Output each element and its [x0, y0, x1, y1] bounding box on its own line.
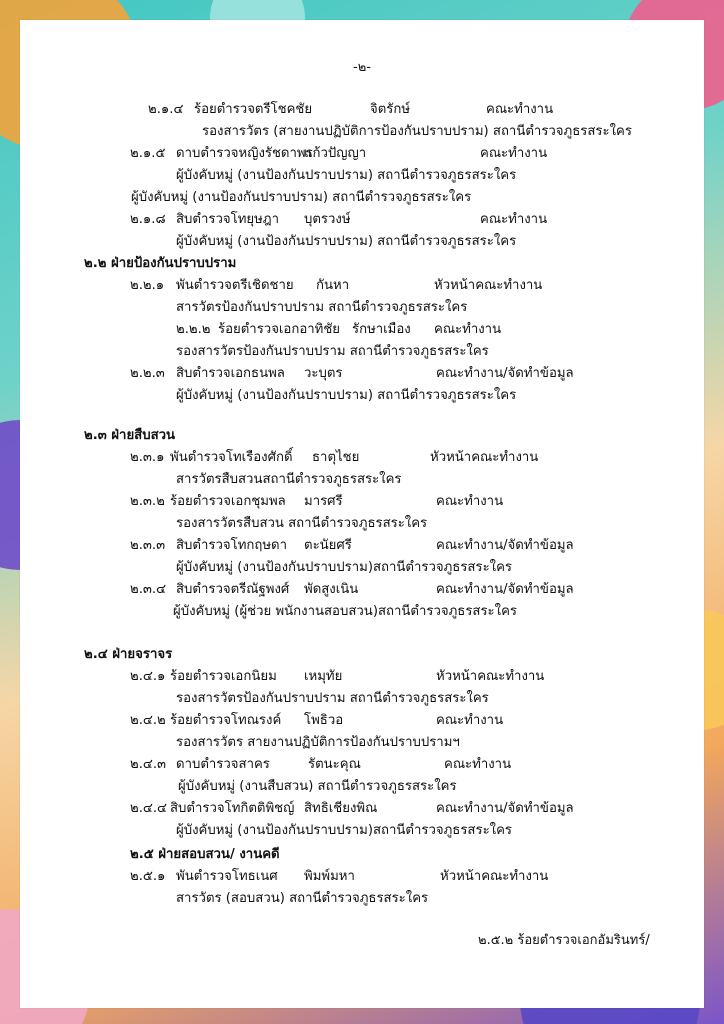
member-surname: บุตรวงษ์ — [304, 212, 351, 227]
item-number: ๒.๔.๔ — [130, 801, 168, 816]
member-row — [130, 211, 548, 229]
member-surname: รัตนะคุณ — [308, 757, 361, 772]
member-row — [130, 145, 548, 163]
item-number: ๒.๕.๑ — [130, 869, 166, 884]
member-name: ดาบตำรวจหญิงรัชดาพร — [176, 146, 313, 161]
member-name: ร้อยตำรวจเอกอาทิชัย — [218, 322, 341, 337]
member-surname: กันหา — [316, 278, 350, 293]
member-role: หัวหน้าคณะทำงาน — [436, 669, 545, 684]
section-heading: ๒.๓ ฝ่ายสืบสวน — [84, 428, 176, 443]
member-row — [130, 365, 574, 383]
position-line: สารวัตรสืบสวนสถานีตำรวจภูธรสระใคร — [176, 472, 402, 487]
member-role: คณะทำงาน — [480, 212, 548, 227]
member-surname: สิทธิเชียงพิณ — [304, 801, 378, 816]
position-line: ผู้บังคับหมู่ (ผู้ช่วย พนักงานสอบสวน)สถานีตำรวจภูธรสระใคร — [173, 604, 517, 619]
member-role: คณะทำงาน/จัดทำข้อมูล — [436, 801, 574, 816]
item-number: ๒.๓.๔ — [130, 582, 167, 597]
member-role: คณะทำงาน — [486, 102, 554, 117]
member-surname: พิมพ์มหา — [304, 869, 355, 884]
page-number: -๒- — [353, 60, 371, 75]
position-line: รองสารวัตรป้องกันปราบปราม สถานีตำรวจภูธรสระใคร — [176, 344, 489, 359]
member-row — [130, 712, 504, 730]
continuation-note: ๒.๕.๒ ร้อยตำรวจเอกอัมรินทร์/ — [478, 933, 650, 948]
position-line: ผู้บังคับหมู่ (งานสืบสวน) สถานีตำรวจภูธรสระใคร — [178, 779, 457, 794]
item-number: ๒.๑.๘ — [130, 212, 166, 227]
section-heading: ๒.๔ ฝ่ายจราจร — [84, 647, 173, 662]
member-role: คณะทำงาน/จัดทำข้อมูล — [436, 582, 574, 597]
member-role: หัวหน้าคณะทำงาน — [440, 869, 549, 884]
position-line: ผู้บังคับหมู่ (งานป้องกันปราบปราม) สถานีตำรวจภูธรสระใคร — [176, 168, 517, 183]
item-number: ๒.๔.๑ — [130, 669, 166, 684]
section-heading: ๒.๕ ฝ่ายสอบสวน/ งานคดี — [130, 847, 280, 862]
member-row — [176, 321, 502, 339]
member-name: ร้อยตำรวจเอกนิยม — [170, 669, 277, 684]
member-name: ร้อยตำรวจเอกชุมพล — [170, 494, 286, 509]
member-surname: จิตรักษ์ — [370, 102, 411, 117]
member-role: คณะทำงาน — [436, 713, 504, 728]
member-role: คณะทำงาน/จัดทำข้อมูล — [436, 366, 574, 381]
member-surname: พัดสูงเนิน — [304, 582, 359, 597]
position-line: สารวัตรป้องกันปราบปราม สถานีตำรวจภูธรสระใคร — [176, 300, 468, 315]
member-name: สิบตำรวจโทกฤษดา — [176, 538, 288, 553]
item-number: ๒.๑.๔ — [148, 102, 184, 117]
item-number: ๒.๑.๕ — [130, 146, 166, 161]
member-name: พันตำรวจโทเรืองศักดิ์ — [170, 450, 293, 465]
member-name: สิบตำรวจตรีณัฐพงศ์ — [176, 582, 290, 597]
member-name: ดาบตำรวจสาคร — [176, 757, 270, 772]
position-line: ผู้บังคับหมู่ (งานป้องกันปราบปราม)สถานีตำรวจภูธรสระใคร — [176, 823, 512, 838]
section-heading: ๒.๒ ฝ่ายป้องกันปราบปราม — [84, 256, 237, 271]
item-number: ๒.๔.๓ — [130, 757, 167, 772]
member-role: หัวหน้าคณะทำงาน — [430, 450, 539, 465]
item-number: ๒.๓.๑ — [130, 450, 165, 465]
member-name: ร้อยตำรวจโทณรงค์ — [170, 713, 282, 728]
member-row — [130, 537, 574, 555]
member-surname: มารศรี — [304, 494, 343, 509]
member-row — [130, 493, 504, 511]
position-line: ผู้บังคับหมู่ (งานป้องกันปราบปราม) สถานีตำรวจภูธรสระใคร — [176, 234, 517, 249]
position-line: รองสารวัตรป้องกันปราบปราม สถานีตำรวจภูธรสระใคร — [176, 691, 489, 706]
item-number: ๒.๓.๒ — [130, 494, 165, 509]
member-name: พันตำรวจโทธเนศ — [176, 869, 278, 884]
member-role: คณะทำงาน — [444, 757, 512, 772]
member-role: คณะทำงาน — [436, 494, 504, 509]
item-number: ๒.๒.๒ — [176, 322, 211, 337]
member-name: พันตำรวจตรีเชิดชาย — [176, 278, 294, 293]
member-role: คณะทำงาน/จัดทำข้อมูล — [436, 538, 574, 553]
member-surname: รักษาเมือง — [352, 322, 411, 337]
member-name: สิบตำรวจโทกิตติพิชญ์ — [170, 801, 295, 816]
member-row — [130, 756, 512, 774]
member-name: ร้อยตำรวจตรีโชคชัย — [194, 102, 313, 117]
member-role: หัวหน้าคณะทำงาน — [434, 278, 543, 293]
member-surname: แก้วปัญญา — [304, 146, 367, 161]
member-row — [130, 668, 545, 686]
position-line: ผู้บังคับหมู่ (งานป้องกันปราบปราม) สถานีตำรวจภูธรสระใคร — [176, 388, 517, 403]
item-number: ๒.๓.๓ — [130, 538, 166, 553]
item-number: ๒.๔.๒ — [130, 713, 166, 728]
member-name: สิบตำรวจโทยุษฎา — [176, 212, 280, 227]
member-row — [130, 800, 574, 818]
member-surname: ธาตุไชย — [312, 450, 360, 465]
member-role: คณะทำงาน — [480, 146, 548, 161]
member-role: คณะทำงาน — [434, 322, 502, 337]
position-line: สารวัตร (สอบสวน) สถานีตำรวจภูธรสระใคร — [176, 891, 429, 906]
position-line: รองสารวัตร (สายงานปฏิบัติการป้องกันปราบปราม) สถานีตำรวจภูธรสระใคร — [202, 124, 632, 139]
member-row — [130, 868, 549, 886]
member-surname: โพธิวอ — [304, 713, 344, 728]
member-row — [130, 449, 539, 467]
member-surname: ตะนัยศรี — [304, 538, 352, 553]
member-surname: เหมุทัย — [304, 669, 343, 684]
item-number: ๒.๒.๑ — [130, 278, 165, 293]
member-name: สิบตำรวจเอกธนพล — [176, 366, 285, 381]
document-page — [20, 20, 704, 1008]
member-row — [130, 277, 543, 295]
position-line: ผู้บังคับหมู่ (งานป้องกันปราบปราม) สถานีตำรวจภูธรสระใคร — [131, 190, 472, 205]
item-number: ๒.๒.๓ — [130, 366, 165, 381]
position-line: รองสารวัตร สายงานปฏิบัติการป้องกันปราบปรามฯ — [176, 735, 460, 750]
position-line: รองสารวัตรสืบสวน สถานีตำรวจภูธรสระใคร — [176, 516, 428, 531]
member-row — [130, 581, 574, 599]
member-row — [148, 101, 554, 119]
member-surname: วะบุตร — [304, 366, 343, 381]
position-line: ผู้บังคับหมู่ (งานป้องกันปราบปราม)สถานีตำรวจภูธรสระใคร — [176, 560, 512, 575]
